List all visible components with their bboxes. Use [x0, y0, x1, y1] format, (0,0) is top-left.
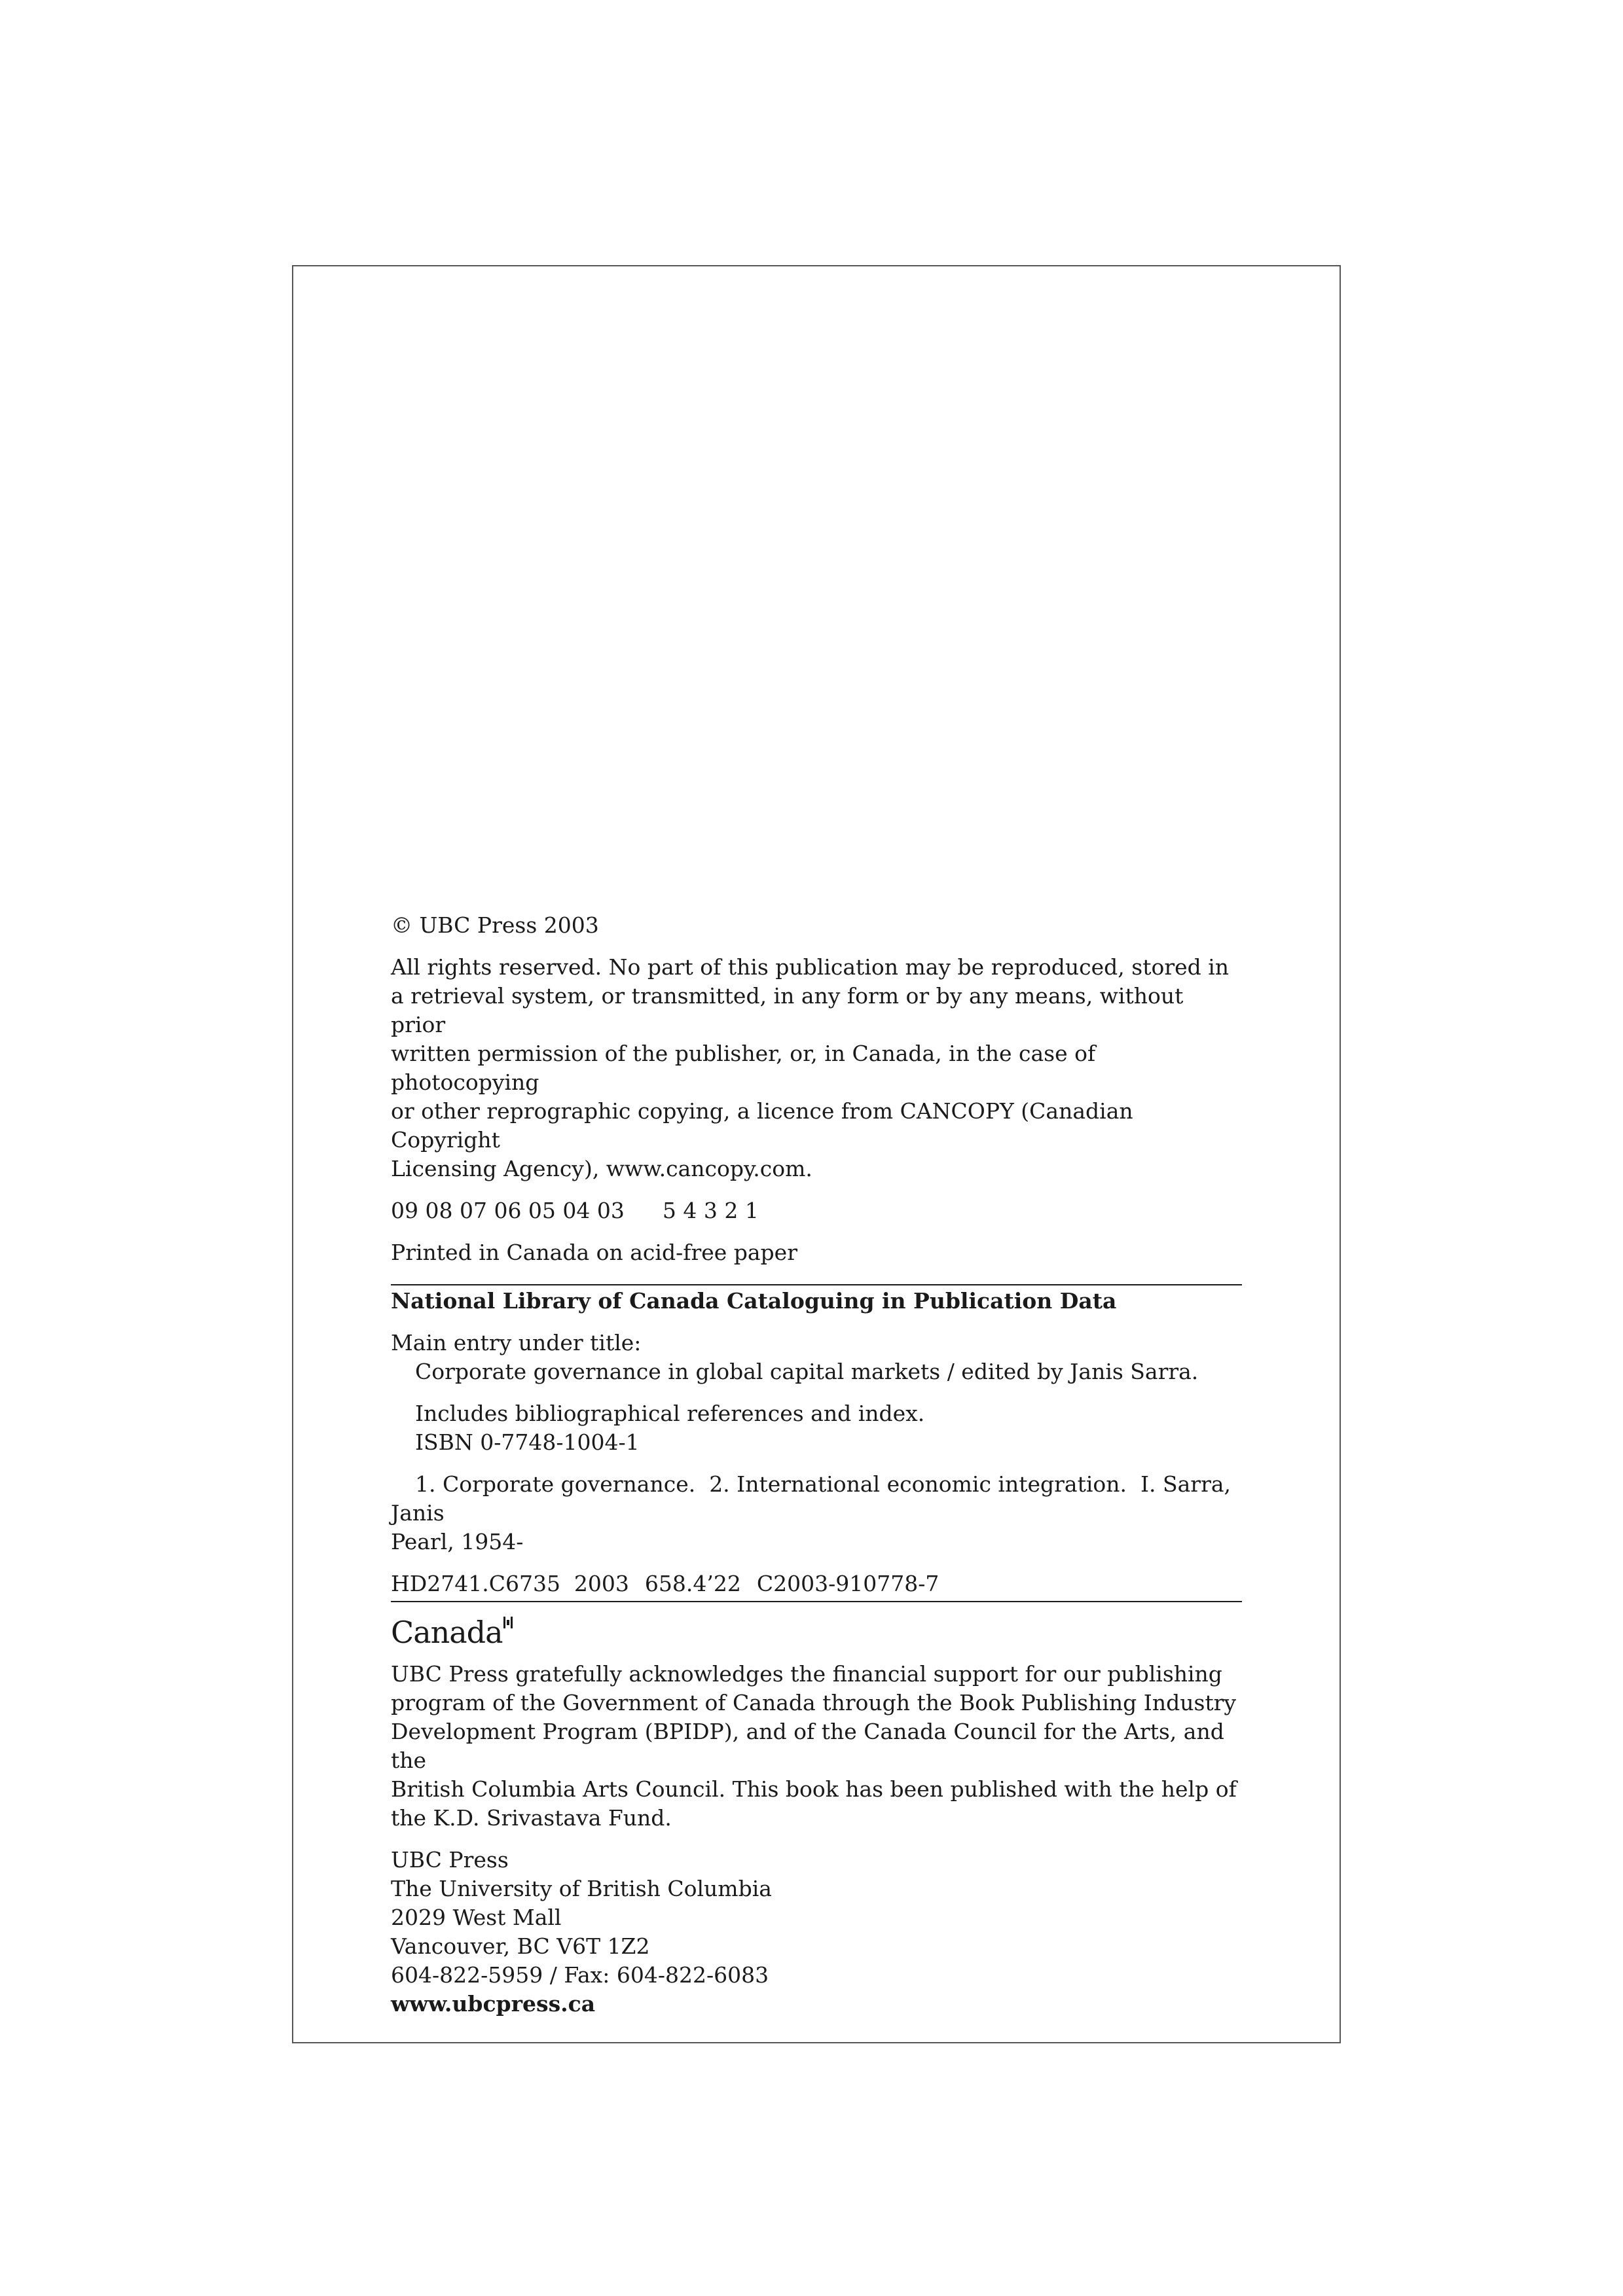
- publisher-street: 2029 West Mall: [391, 1905, 562, 1930]
- publisher-address: [391, 1846, 1242, 2018]
- publisher-institution: The University of British Columbia: [391, 1876, 772, 1901]
- cip-bottom-rule: [391, 1601, 1242, 1602]
- cip-heading: National Library of Canada Cataloguing in Publication Data: [391, 1288, 1117, 1314]
- canada-wordmark-logo: [391, 1614, 1242, 1651]
- rights-line: All rights reserved. No part of this publication may be reproduced, stored in: [391, 954, 1230, 980]
- acknowledgement-line: the K.D. Srivastava Fund.: [391, 1805, 672, 1831]
- publisher-city: Vancouver, BC V6T 1Z2: [391, 1933, 650, 1959]
- printing-line: [391, 1196, 1242, 1225]
- copyright-notice: © UBC Press 2003: [391, 912, 599, 938]
- publisher-name: UBC Press: [391, 1847, 509, 1873]
- acknowledgement-line: UBC Press gratefully acknowledges the financial support for our publishing: [391, 1661, 1222, 1687]
- printed-note: Printed in Canada on acid-free paper: [391, 1240, 797, 1265]
- rights-line: a retrieval system, or transmitted, in any form or by any means, without prior: [391, 983, 1184, 1037]
- acknowledgement-line: program of the Government of Canada through the Book Publishing Industry: [391, 1690, 1237, 1715]
- cip-classification: [391, 1570, 1242, 1598]
- funding-acknowledgement: [391, 1660, 1242, 1833]
- printing-numbers: 5 4 3 2 1: [662, 1198, 759, 1223]
- publisher-phone: 604-822-5959 / Fax: 604-822-6083: [391, 1962, 769, 1988]
- cip-main-entry: Main entry under title:: [391, 1330, 642, 1355]
- canada-wordmark-text: Canada: [391, 1615, 503, 1650]
- canada-flag-icon: [503, 1617, 513, 1628]
- cip-isbn: ISBN 0-7748-1004-1: [415, 1429, 640, 1455]
- cip-subjects-line: 1. Corporate governance. 2. International economic integration. I. Sarra, Janis: [391, 1471, 1238, 1526]
- cip-dewey-number: 658.4’22: [644, 1571, 741, 1596]
- acknowledgement-line: British Columbia Arts Council. This book has been published with the help of: [391, 1776, 1237, 1802]
- publisher-website: www.ubcpress.ca: [391, 1991, 596, 2017]
- copyright-page-content: [391, 911, 1242, 2018]
- printing-years: 09 08 07 06 05 04 03: [391, 1198, 625, 1223]
- cip-subjects-line: Pearl, 1954-: [391, 1529, 524, 1554]
- cip-includes: Includes bibliographical references and index.: [415, 1401, 925, 1426]
- rights-line: Licensing Agency), www.cancopy.com.: [391, 1156, 812, 1181]
- rights-line: written permission of the publisher, or, in Canada, in the case of photocopying: [391, 1041, 1096, 1095]
- cip-title-line: Corporate governance in global capital markets / edited by Janis Sarra.: [415, 1359, 1199, 1384]
- cip-lc-number: HD2741.C6735 2003: [391, 1571, 629, 1596]
- cip-top-rule: [391, 1284, 1242, 1285]
- acknowledgement-line: Development Program (BPIDP), and of the Canada Council for the Arts, and the: [391, 1719, 1224, 1773]
- rights-line: or other reprographic copying, a licence from CANCOPY (Canadian Copyright: [391, 1098, 1133, 1153]
- rights-statement: [391, 953, 1242, 1183]
- cip-control-number: C2003-910778-7: [756, 1571, 939, 1596]
